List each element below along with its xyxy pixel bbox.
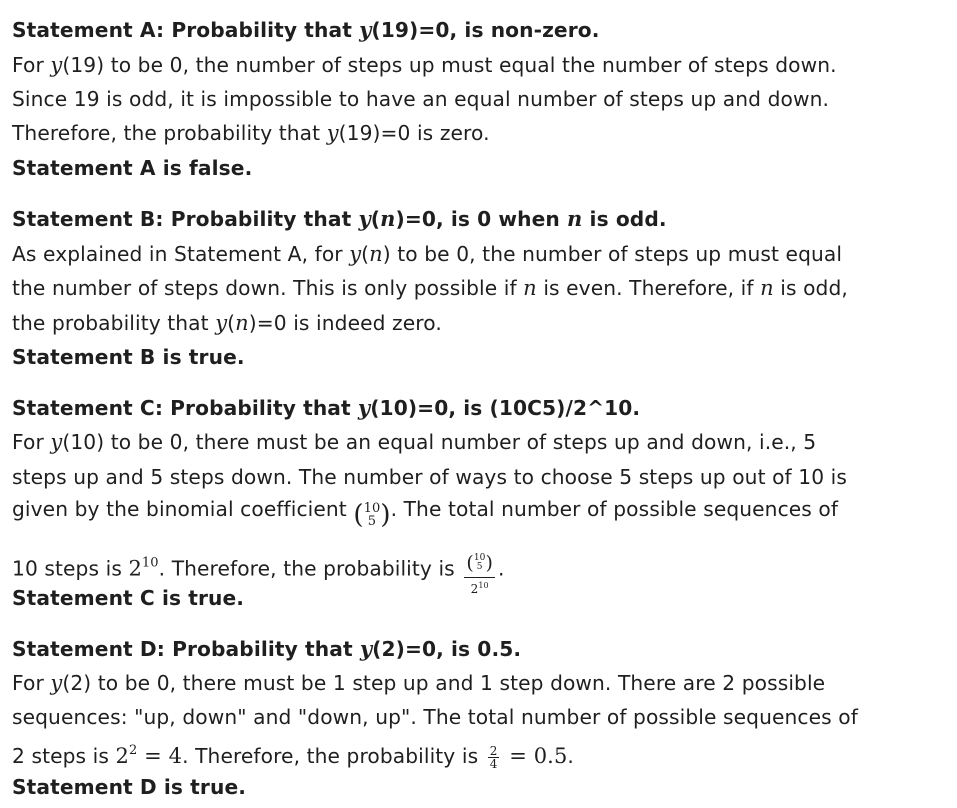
statement-a-line-3: Therefore, the probability that y(19)=0 is zero. [12, 121, 490, 145]
statement-d-line-3: 2 steps is $2^2 = 4$. Therefore, the probability is $\frac{2}{4}$ = 0.5. [12, 743, 574, 771]
statement-b-line-1: As explained in Statement A, for y(n) to be 0, the number of steps up must equal [12, 242, 843, 266]
statement-a-line-2: Since 19 is odd, it is impossible to have an equal number of steps up and down. [12, 87, 829, 111]
statement-a-heading: Statement A: Probability that y(19)=0, is non-zero. [12, 17, 600, 42]
statement-b-line-2: the number of steps down. This is only possible if n is even. Therefore, if n is odd, [12, 276, 848, 300]
statement-a-verdict: Statement A is false. [12, 156, 253, 180]
statement-c-heading: Statement C: Probability that y(10)=0, is (10C5)/2^10. [12, 395, 641, 420]
probability-fraction: ( 10 5 ) $2^{10}$ [464, 544, 495, 596]
statement-a-line-1: For y(19) to be 0, the number of steps up must equal the number of steps down. [12, 53, 837, 77]
statement-c-line-1: For y(10) to be 0, there must be an equal number of steps up and down, i.e., 5 [12, 430, 817, 454]
probability-fraction-d: $\frac{2}{4}$ [489, 744, 498, 771]
statement-c-line-2: steps up and 5 steps down. The number of ways to choose 5 steps up out of 10 is [12, 465, 848, 489]
statement-d-line-2: sequences: "up, down" and "down, up". The total number of possible sequences of [12, 705, 858, 729]
binomial-coefficient: ( 10 5 ) [353, 499, 391, 530]
statement-b-verdict: Statement B is true. [12, 345, 245, 369]
statement-c-verdict: Statement C is true. [12, 586, 245, 610]
statement-d-heading: Statement D: Probability that y(2)=0, is 0.5. [12, 636, 522, 661]
statement-d-verdict: Statement D is true. [12, 775, 247, 799]
statement-d-line-1: For y(2) to be 0, there must be 1 step up and 1 step down. There are 2 possible [12, 671, 826, 695]
statement-b-line-3: the probability that y(n)=0 is indeed zero. [12, 311, 442, 335]
statement-b-heading: Statement B: Probability that y(n)=0, is 0 when n is odd. [12, 206, 667, 231]
statement-c-line-4: 10 steps is $2^{10}$. Therefore, the probability is ( 10 5 ) $2^{10}$ . [12, 544, 505, 596]
statement-c-line-3: given by the binomial coefficient ( 10 5 ). The total number of possible sequences of [12, 497, 839, 530]
